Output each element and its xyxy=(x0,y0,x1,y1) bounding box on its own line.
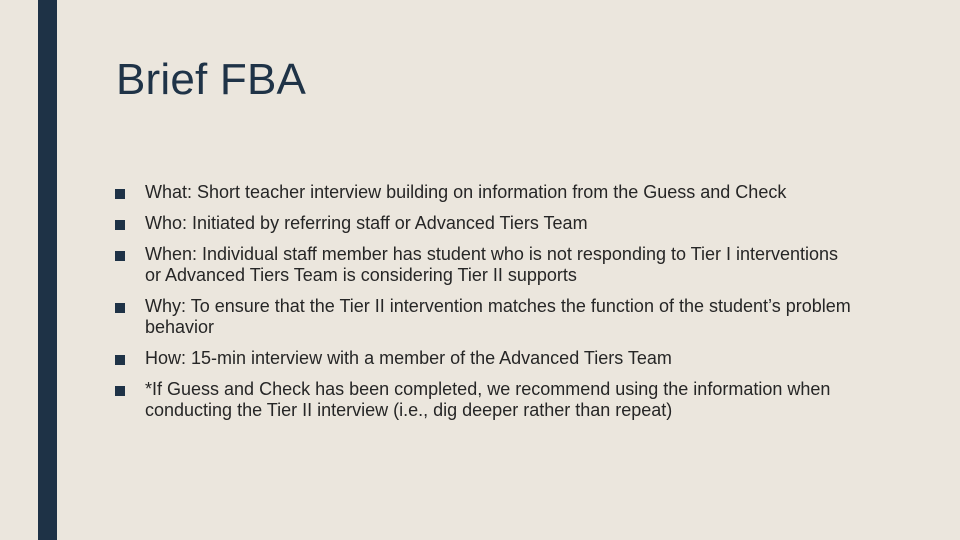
square-bullet-icon xyxy=(115,220,125,230)
accent-side-bar xyxy=(38,0,57,540)
square-bullet-icon xyxy=(115,251,125,261)
bullet-list xyxy=(112,182,852,431)
bullet-item-what xyxy=(112,182,852,203)
bullet-text: To ensure that the Tier II intervention matches the function of the student’s problem behavior xyxy=(145,296,851,337)
bullet-text: Short teacher interview building on information from the Guess and Check xyxy=(192,182,787,202)
bullet-item-who xyxy=(112,213,852,234)
bullet-item-why xyxy=(112,296,852,338)
bullet-lead: Who: xyxy=(145,213,188,233)
square-bullet-icon xyxy=(115,386,125,396)
bullet-lead: When: xyxy=(145,244,198,264)
bullet-text: 15-min interview with a member of the Advanced Tiers Team xyxy=(186,348,672,368)
bullet-lead: What: xyxy=(145,182,193,202)
bullet-text: Initiated by referring staff or Advanced Tiers Team xyxy=(187,213,588,233)
square-bullet-icon xyxy=(115,189,125,199)
bullet-item-how xyxy=(112,348,852,369)
bullet-item-when xyxy=(112,244,852,286)
slide-title: Brief FBA xyxy=(116,55,307,104)
square-bullet-icon xyxy=(115,355,125,365)
bullet-text: Individual staff member has student who is not responding to Tier I interventions or Advanced Tiers Team is considering Tier II supports xyxy=(145,244,839,285)
square-bullet-icon xyxy=(115,303,125,313)
bullet-lead: How: xyxy=(145,348,187,368)
bullet-item-note xyxy=(112,379,852,421)
bullet-lead: Why: xyxy=(145,296,187,316)
bullet-text: *If Guess and Check has been completed, we recommend using the information when conducting the Tier II interview (i.e., dig deeper rather than repeat) xyxy=(145,379,831,420)
